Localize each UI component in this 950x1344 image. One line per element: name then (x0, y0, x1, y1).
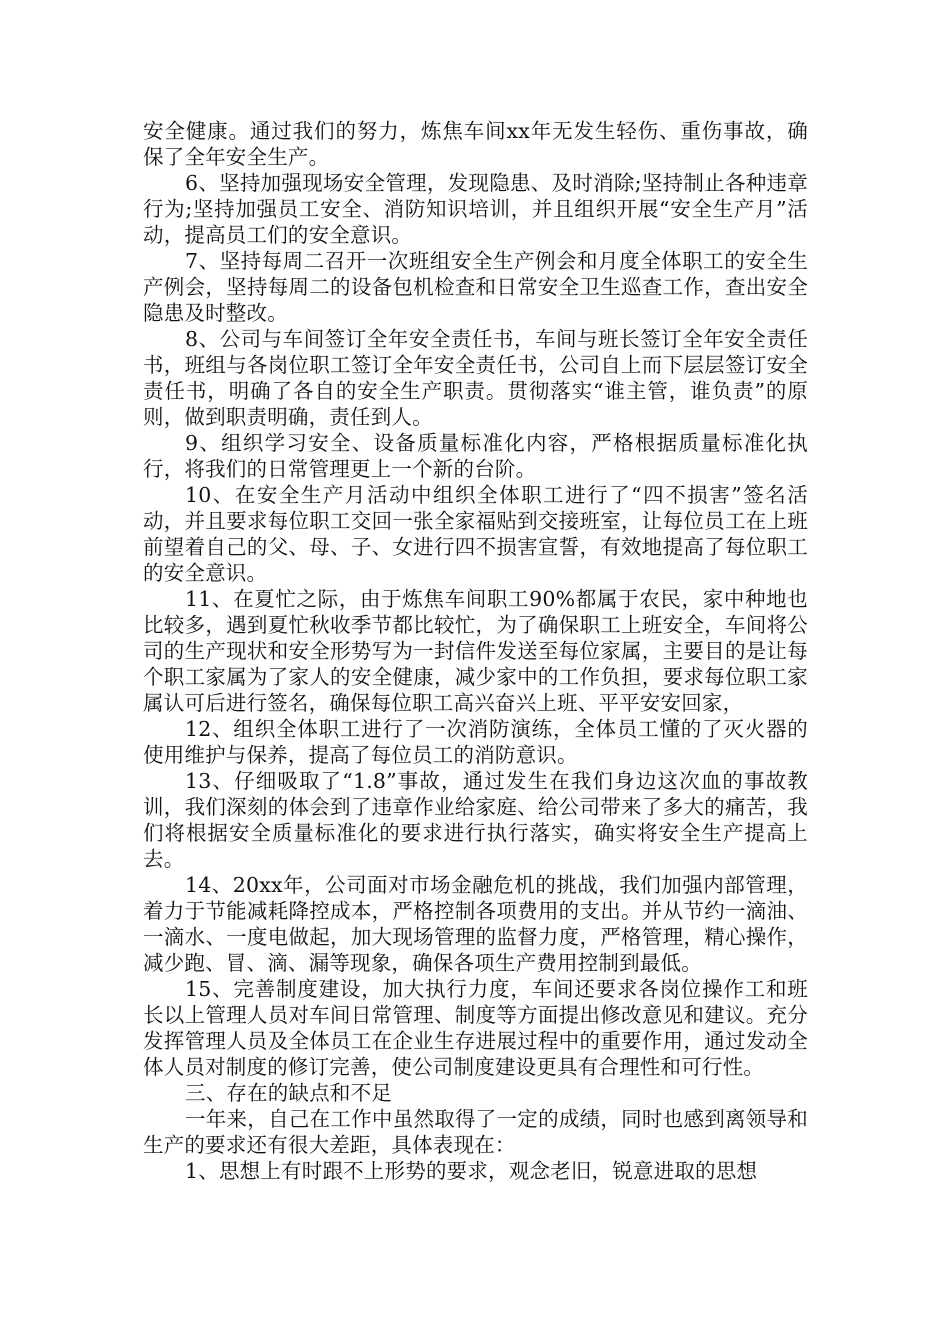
paragraph-item-13: 13、仔细吸取了“1.8”事故，通过发生在我们身边这次血的事故教训，我们深刻的体会到了违章作业给家庭、给公司带来了多大的痛苦，我们将根据安全质量标准化的要求进行执行落实，确实将安全生产提高上去。 (143, 769, 808, 871)
paragraph-item-10: 10、在安全生产月活动中组织全体职工进行了“四不损害”签名活动，并且要求每位职工交回一张全家福贴到交接班室，让每位员工在上班前望着自己的父、母、子、女进行四不损害宣誓，有效地提高了每位职工的安全意识。 (143, 483, 808, 585)
paragraph-item-15: 15、完善制度建设，加大执行力度，车间还要求各岗位操作工和班长以上管理人员对车间日常管理、制度等方面提出修改意见和建议。充分发挥管理人员及全体员工在企业生存进展过程中的重要作用，通过发动全体人员对制度的修订完善，使公司制度建设更具有合理性和可行性。 (143, 977, 808, 1079)
paragraph-continuation: 安全健康。通过我们的努力，炼焦车间xx年无发生轻伤、重伤事故，确保了全年安全生产。 (143, 119, 808, 169)
paragraph-item-8: 8、公司与车间签订全年安全责任书，车间与班长签订全年安全责任书，班组与各岗位职工签订全年安全责任书，公司自上而下层层签订安全责任书，明确了各自的安全生产职责。贯彻落实“谁主管，谁负责”的原则，做到职责明确，责任到人。 (143, 327, 808, 429)
paragraph-item-14: 14、20xx年，公司面对市场金融危机的挑战，我们加强内部管理，着力于节能减耗降控成本，严格控制各项费用的支出。并从节约一滴油、一滴水、一度电做起，加大现场管理的监督力度，严格管理，精心操作，减少跑、冒、滴、漏等现象，确保各项生产费用控制到最低。 (143, 873, 808, 975)
section-heading: 三、存在的缺点和不足 (185, 1081, 392, 1105)
paragraph-item-7: 7、坚持每周二召开一次班组安全生产例会和月度全体职工的安全生产例会，坚持每周二的设备包机检查和日常安全卫生巡查工作，查出安全隐患及时整改。 (143, 249, 808, 325)
paragraph-item-11: 11、在夏忙之际，由于炼焦车间职工90%都属于农民，家中种地也比较多，遇到夏忙秋收季节都比较忙，为了确保职工上班安全，车间将公司的生产现状和安全形势写为一封信件发送至每位家属，主要目的是让每个职工家属为了家人的安全健康，减少家中的工作负担，要求每位职工家属认可后进行签名，确保每位职工高兴奋兴上班、平平安安回家， (143, 587, 808, 715)
document-body (143, 118, 808, 1184)
paragraph-item-9: 9、组织学习安全、设备质量标准化内容，严格根据质量标准化执行，将我们的日常管理更上一个新的台阶。 (143, 431, 808, 481)
paragraph-item-6: 6、坚持加强现场安全管理，发现隐患、及时消除;坚持制止各种违章行为;坚持加强员工安全、消防知识培训，并且组织开展“安全生产月”活动，提高员工们的安全意识。 (143, 171, 808, 247)
paragraph-shortcoming-1: 1、思想上有时跟不上形势的要求，观念老旧，锐意进取的思想 (185, 1159, 758, 1183)
paragraph-summary: 一年来，自己在工作中虽然取得了一定的成绩，同时也感到离领导和生产的要求还有很大差距，具体表现在： (143, 1107, 808, 1157)
paragraph-item-12: 12、组织全体职工进行了一次消防演练，全体员工懂的了灭火器的使用维护与保养，提高了每位员工的消防意识。 (143, 717, 808, 767)
